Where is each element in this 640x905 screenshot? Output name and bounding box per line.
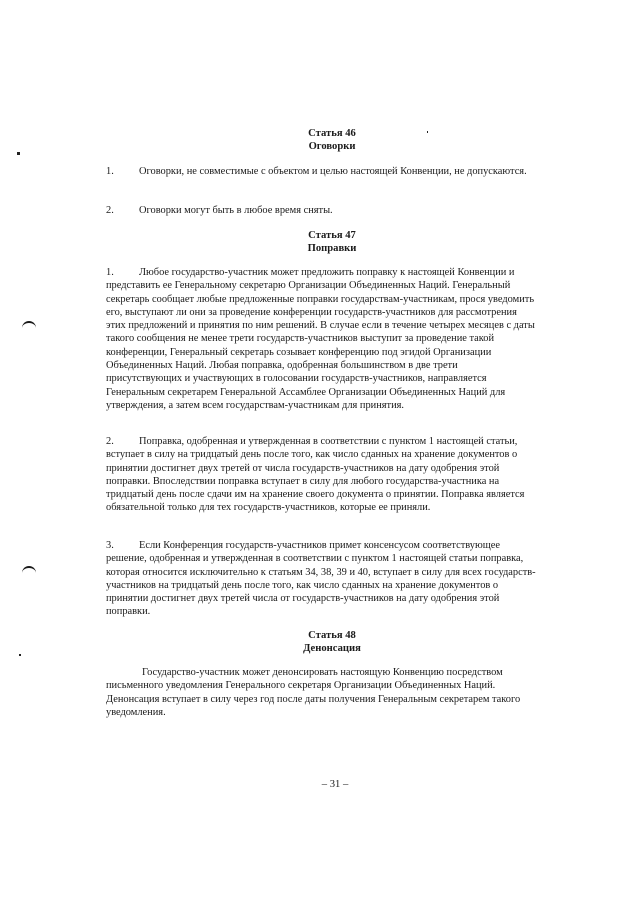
paragraph-number: 1. <box>106 267 114 278</box>
paragraph-text: Оговорки, не совместимые с объектом и целью настоящей Конвенции, не допускаются. <box>139 166 527 177</box>
article-48-heading <box>0 629 640 655</box>
paragraph-number: 2. <box>106 436 114 447</box>
article-46-paragraph-2 <box>106 204 536 217</box>
paragraph-number: 3. <box>106 540 114 551</box>
paragraph-text: Поправка, одобренная и утвержденная в соответствии с пунктом 1 настоящей статьи, вступает в силу на тридцатый день после того, как число сданных на хранение документов о принятии достигнет двух третей от числа государств-участников на дату одобрения этой поправки. Впоследствии поправка вступает в силу для любого государства-участника на тридцатый день после сдачи им на хранение своего документа о принятии. Поправка является обязательной только для тех государств-участников, которые ее приняли. <box>106 436 525 514</box>
article-47-heading <box>0 229 640 255</box>
paragraph-text: Если Конференция государств-участников примет консенсусом соответствующее решение, одобренная и утвержденная в соответствии с пунктом 1 настоящей статьи поправка, которая относится исключительно к статьям 34, 38, 39 и 40, вступает в силу для всех государств-участников на тридцатый день после того, как число сданных на хранение документов о принятии достигнет двух третей числа от государств-участников на дату одобрения этой поправки. <box>106 540 536 618</box>
article-46-subtitle: Оговорки <box>308 141 356 152</box>
article-46-heading <box>0 127 640 153</box>
article-47-paragraph-3 <box>106 539 536 619</box>
page-number: – 31 – <box>321 779 349 790</box>
article-46-paragraph-1 <box>106 165 536 178</box>
article-48-subtitle: Денонсация <box>303 643 361 654</box>
article-47-paragraph-2 <box>106 435 536 515</box>
paragraph-text: Оговорки могут быть в любое время сняты. <box>139 205 333 216</box>
article-48-title: Статья 48 <box>308 630 356 641</box>
article-46-title: Статья 46 <box>308 128 356 139</box>
article-48-paragraph-1 <box>106 666 536 719</box>
paragraph-number: 2. <box>106 205 114 216</box>
article-47-title: Статья 47 <box>308 230 356 241</box>
paragraph-text: Государство-участник может денонсировать настоящую Конвенцию посредством письменного уведомления Генерального секретаря Организации Объединенных Наций. Денонсация вступает в силу через год после даты получения Генеральным секретарем такого уведомления. <box>106 667 521 718</box>
paragraph-text: Любое государство-участник может предложить поправку к настоящей Конвенции и представить ее Генеральному секретарю Организации Объединенных Наций. Генеральный секретарь сообщает любые предложенные поправки государствам-участникам, прося уведомить его, выступают ли они за проведение конференции государств-участников для рассмотрения этих предложений и принятия по ним решений. В случае если в течение четырех месяцев с даты такого сообщения не менее трети государств-участников выступит за проведение такой конференции, Генеральный секретарь созывает конференцию под эгидой Организации Объединенных Наций. Любая поправка, одобренная большинством в две трети присутствующих и участвующих в голосовании государств-участников, направляется Генеральным секретарем Генеральной Ассамблее Организации Объединенных Наций для утверждения, а затем всем государствам-участникам для принятия. <box>106 267 535 411</box>
article-47-subtitle: Поправки <box>307 243 357 254</box>
paragraph-number: 1. <box>106 166 114 177</box>
scan-bracket-mark <box>22 566 36 576</box>
article-47-paragraph-1 <box>106 266 536 412</box>
scan-bracket-mark <box>22 321 36 331</box>
